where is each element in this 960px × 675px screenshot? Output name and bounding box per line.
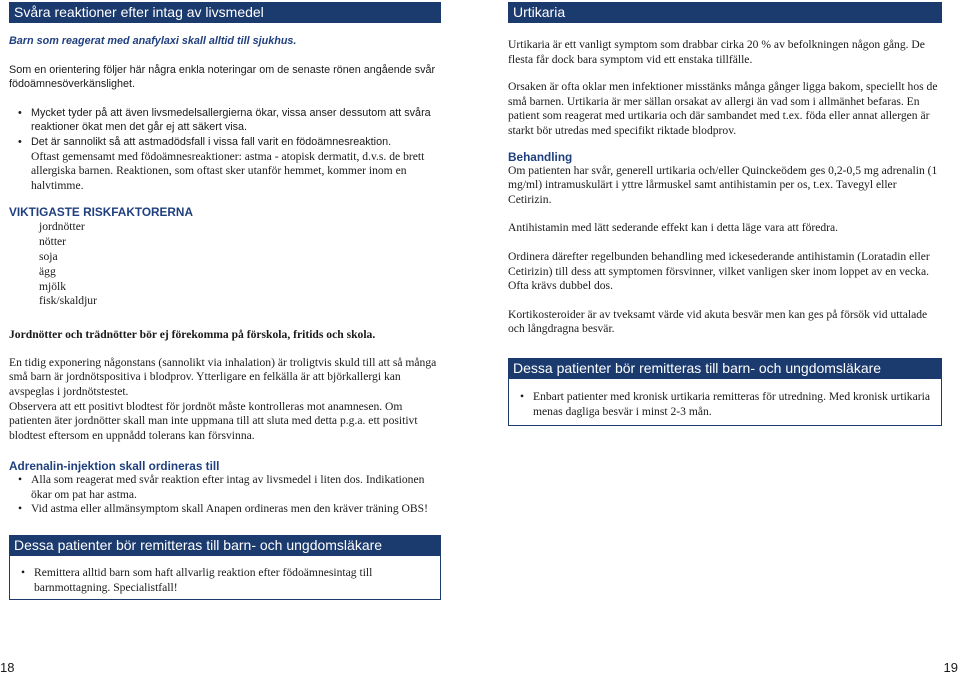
bloodtest-paragraph: Observera att ett positivt blodtest för jordnöt måste kontrolleras mot anamnesen. Om patienten äter jordnötter skall man inte uppmana till att sluta med detta p.g.a. ett positivt blodtest eftersom en uppnådd tolerans kan försvinna. — [9, 399, 418, 442]
exposure-paragraph: En tidig exponering någonstans (sannolikt via inhalation) är troligtvis skuld till att så många små barn är jordnötspositiva i blodprov. Ytterligare en felkälla är att björkallergi kan avspeglas i jordnötstestet. — [9, 355, 437, 398]
risk-list — [9, 220, 441, 309]
trend-bullets — [9, 106, 441, 150]
left-page-title: Svåra reaktioner efter intag av livsmedel — [9, 2, 441, 23]
adrenalin-list — [9, 473, 441, 517]
adrenalin-heading: Adrenalin-injektion skall ordineras till — [9, 459, 220, 474]
right-page — [508, 0, 942, 426]
antihistamine-paragraph: Antihistamin med lätt sederande effekt kan i detta läge vara att föredra. — [508, 221, 839, 235]
list-item: fisk/skaldjur — [39, 294, 97, 308]
list-item: • Det är sannolikt så att astmadödsfall i vissa fall varit en födoämnesreaktion. — [9, 135, 441, 150]
behandling-heading: Behandling — [508, 149, 573, 164]
list-item: • Enbart patienter med kronisk urtikaria remitteras för utredning. Med kronisk urtikaria menas dagliga besvär i minst 2-3 mån. — [511, 390, 935, 419]
list-item: • Vid astma eller allmänsymptom skall Anapen ordineras men den kräver träning OBS! — [9, 502, 441, 517]
urtikaria-referral-title: Dessa patienter bör remitteras till barn- och ungdomsläkare — [508, 358, 942, 379]
list-item: nötter — [39, 235, 67, 249]
list-item: ägg — [39, 264, 56, 278]
page-number-right: 19 — [943, 660, 958, 675]
treatment-paragraph: Om patienten har svår, generell urtikaria och/eller Quinckeödem ges 0,2-0,5 mg adrenalin (1 mg/ml) intramuskulärt i yttre lårmuskel samt antihistamin per os, t.ex. Tavegyl eller Cetirizin. — [508, 163, 938, 206]
regular-treatment-paragraph: Ordinera därefter regelbunden behandling med ickesederande antihistamin (Loratadin eller Cetirizin) till dess att symptomen försvinner, vilket vanligen sker inom loppet av en vecka. Ofta krävs dubbel dos. — [508, 249, 930, 293]
intro-text: Som en orientering följer här några enkla noteringar om de senaste rönen angående svår födoämnesöverkänslighet. — [9, 63, 436, 91]
list-item: • Alla som reagerat med svår reaktion efter intag av livsmedel i liten dos. Indikationen ökar om pat har astma. — [9, 473, 441, 502]
urtikaria-referral-box — [508, 358, 942, 426]
urtikaria-referral-list — [509, 379, 941, 425]
referral-box — [9, 535, 441, 600]
risk-heading: VIKTIGASTE RISKFAKTORERNA — [9, 205, 193, 220]
list-item: • Remittera alltid barn som haft allvarlig reaktion efter födoämnesintag till barnmottagning. Specialistfall! — [12, 566, 434, 595]
list-item: mjölk — [39, 279, 67, 293]
corticosteroid-paragraph: Kortikosteroider är av tveksamt värde vid akuta besvär men kan ges på försök vid uttalade och långdragna besvär. — [508, 307, 928, 336]
urtikaria-intro: Urtikaria är ett vanligt symptom som drabbar cirka 20 % av befolkningen någon gång. De flesta får dock bara symptom vid ett enstaka tillfälle. — [508, 38, 925, 66]
urtikaria-causes: Orsaken är ofta oklar men infektioner misstänks många gånger ligga bakom, speciellt hos de små barnen. Urtikaria är mer sällan orsakat av allergi än vad som i allmänhet befaras. En patient som reagerat med urtikaria och där sambandet med t.ex. föda eller annat allergen är starkt bör utredas med specifikt riktade blodprov. — [508, 80, 938, 137]
followup-text: Oftast gemensamt med födoämnesreaktioner: astma - atopisk dermatit, d.v.s. de brett allergiska barnen. Reaktionen, som oftast sker utanför hemmet, kommer inom en halvtimme. — [31, 149, 425, 192]
nut-warning: Jordnötter och trädnötter bör ej förekomma på förskola, fritids och skola. — [9, 328, 376, 342]
page-number-left: 18 — [0, 660, 15, 675]
list-item: jordnötter — [39, 220, 85, 234]
referral-box-title: Dessa patienter bör remitteras till barn- och ungdomsläkare — [9, 535, 441, 556]
referral-list — [10, 556, 440, 599]
right-page-title: Urtikaria — [508, 2, 942, 23]
left-page — [9, 0, 441, 600]
list-item: • Mycket tyder på att även livsmedelsallergierna ökar, vissa anser dessutom att svåra reaktioner ökat men det går ej att säkert visa. — [9, 106, 441, 135]
list-item: soja — [39, 249, 58, 263]
anaphylaxis-subtitle: Barn som reagerat med anafylaxi skall alltid till sjukhus. — [9, 35, 297, 47]
